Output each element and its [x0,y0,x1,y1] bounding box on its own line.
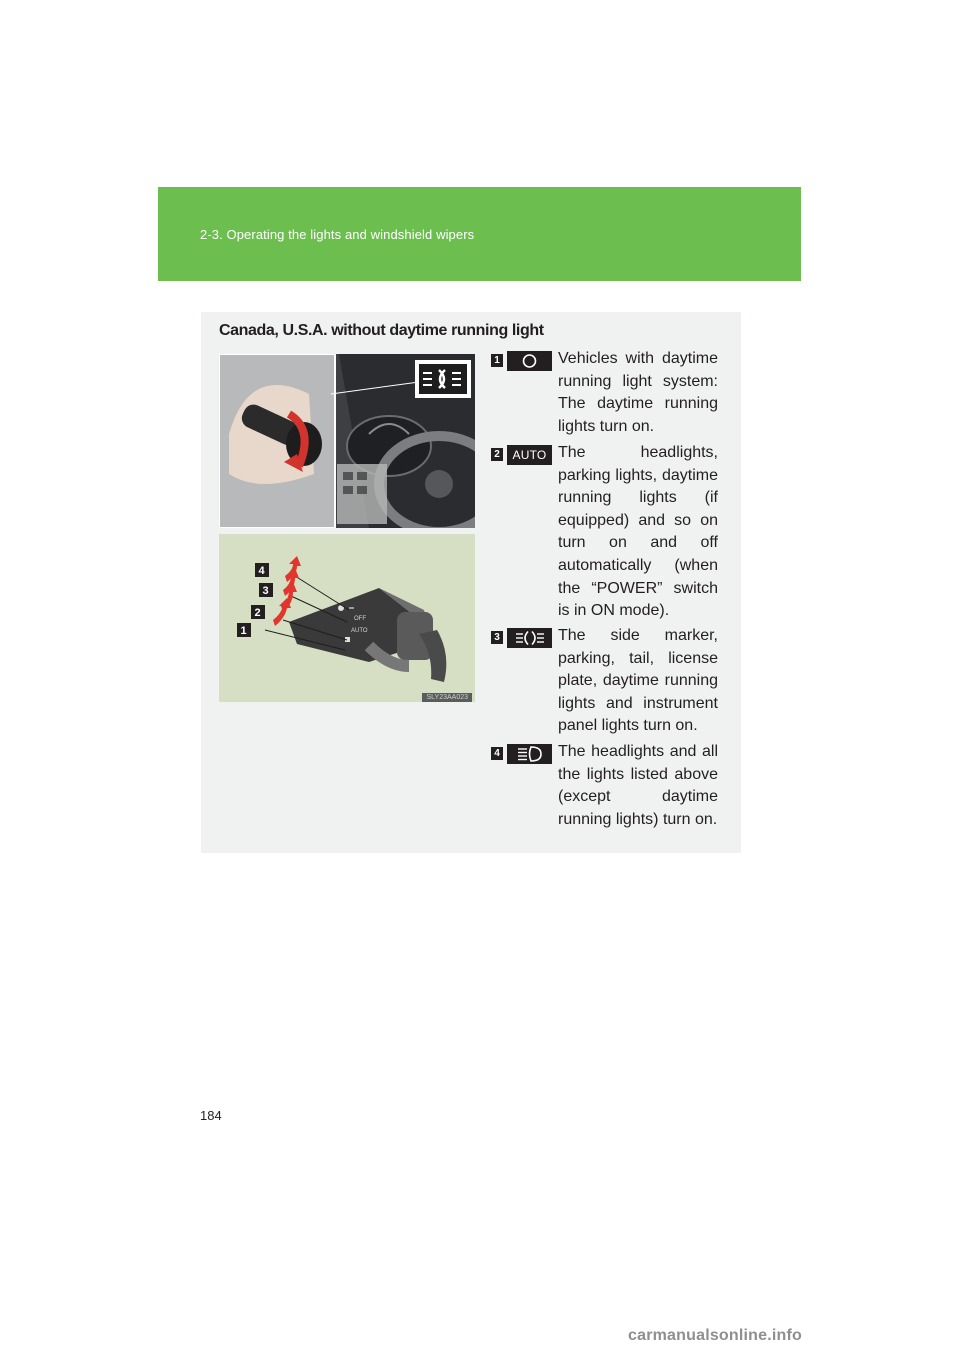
svg-text:AUTO: AUTO [351,628,368,634]
entry-text: The side marker, parking, tail, license plate, daytime running lights and instrument panel lights turn on. [558,627,718,735]
entry-number: 4 [491,747,503,760]
auto-label [507,445,552,465]
steering-column-photo [219,354,475,528]
entry-2 [491,445,719,621]
entry-number: 1 [491,354,503,367]
entry-text: The headlights and all the lights listed above (except daytime running lights) turn on. [558,743,718,828]
svg-text:OFF: OFF [354,616,366,622]
entry-number: 3 [491,631,503,644]
off-ring-icon [507,351,552,371]
section-header-bar [158,187,801,281]
light-switch-panel [201,312,741,853]
watermark: carmanualsonline.info [628,1327,803,1344]
side-marker-icon [507,628,552,648]
photo-reference-code: SLY23AA023 [422,693,472,702]
combination-switch-illustration [219,534,475,702]
lever-diagram [219,534,475,702]
panel-title: Canada, U.S.A. without daytime running light [219,322,544,339]
diagram-label-3: 3 [262,585,269,597]
auto-symbol-text: AUTO [512,448,547,462]
diagram-label-2: 2 [254,607,261,619]
dashboard-illustration [219,354,475,528]
entry-text: Vehicles with daytime running light system: The daytime running lights turn on. [558,350,718,435]
entry-4 [491,744,719,834]
diagram-label-4: 4 [258,565,265,577]
headlight-icon [507,744,552,764]
entry-text: The headlights, parking lights, daytime running lights (if equipped) and so on turn on and off automatically (when the “POWER” switch is in ON mode). [558,444,718,620]
entry-1 [491,351,719,441]
entry-number: 2 [491,448,503,461]
entry-3 [491,628,719,736]
diagram-label-1: 1 [240,625,247,637]
page-number: 184 [200,1108,222,1123]
section-title: 2-3. Operating the lights and windshield wipers [200,227,475,242]
